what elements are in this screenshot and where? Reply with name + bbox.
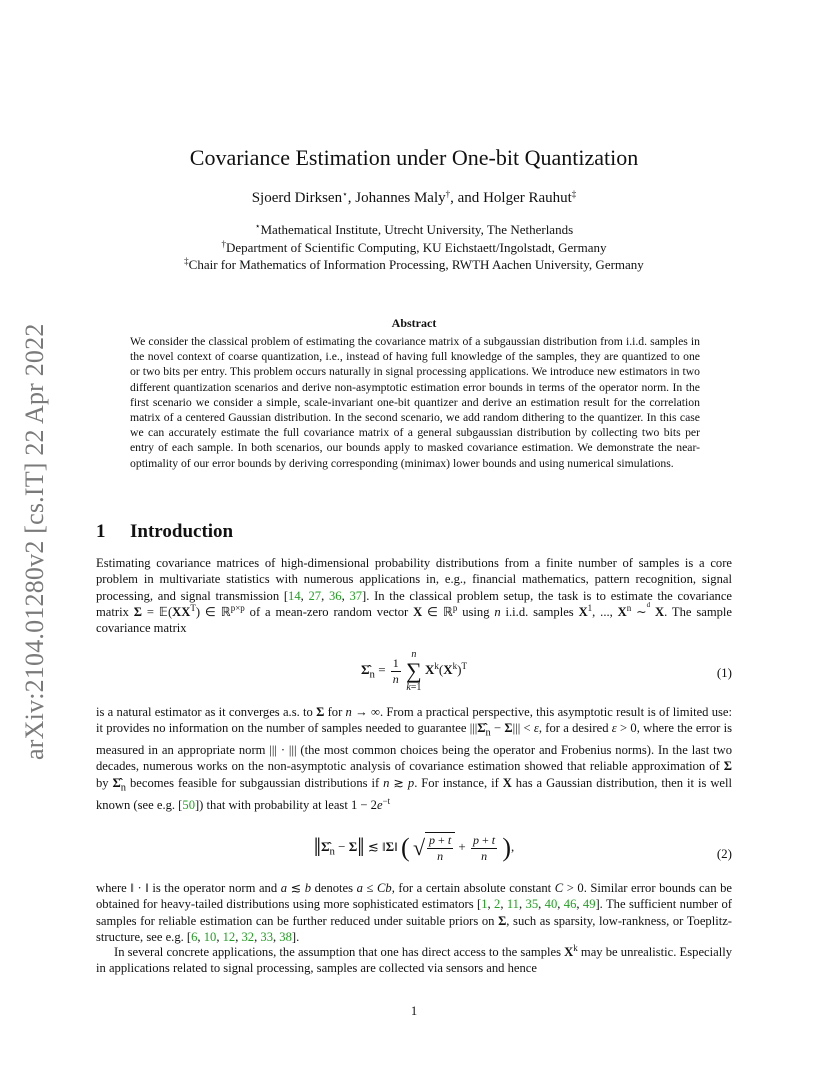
citation-link[interactable]: 38 (279, 929, 292, 944)
affiliation-mark: ⋆ (254, 221, 261, 231)
equation-number: (1) (716, 665, 732, 680)
paper-title: Covariance Estimation under One-bit Quantization (189, 145, 639, 170)
citation-link[interactable]: 12 (222, 929, 236, 944)
affiliation-mark: † (221, 238, 226, 249)
paragraph: In several concrete applications, the assumption that one has direct access to the samples $X^k$ may be unrealistic. Especially in applications related to signal processing, samples are collected via sensors and hence (96, 943, 733, 976)
citation-link[interactable]: 40 (544, 897, 558, 912)
equation-body: $\Sigmâ_n$ = $\frac{1}{n}$ n ∑ k=1 $X^k(X^k)^T$ (361, 649, 467, 693)
equation-number: (2) (716, 846, 732, 861)
author-mark: † (445, 189, 451, 199)
author-list (0, 190, 828, 207)
arxiv-stamp[interactable]: arXiv:2104.01280v2 [cs.IT] 22 Apr 2022 (20, 323, 49, 760)
affiliation-text: Department of Scientific Computing, KU Eichstaett/Ingolstadt, Germany (225, 239, 607, 255)
author-mark: ‡ (571, 189, 577, 199)
citation-link[interactable]: 49 (582, 897, 596, 912)
citation-link[interactable]: 6 (191, 929, 198, 944)
author-name: Sjoerd Dirksen (251, 190, 343, 206)
affiliation-mark: ‡ (184, 256, 189, 266)
equation-1 (96, 645, 732, 697)
citation-link[interactable]: 35 (525, 897, 539, 912)
citation-link[interactable]: 10 (203, 929, 217, 944)
author-name: Holger Rauhut (483, 190, 572, 206)
affiliation-list (0, 221, 828, 274)
citation-link[interactable]: 27 (308, 588, 322, 603)
section-heading (96, 521, 233, 543)
citation-link[interactable]: 14 (288, 588, 301, 603)
author-name: Johannes Maly (355, 190, 446, 206)
section-number: 1 (96, 521, 106, 542)
affiliation-text: Chair for Mathematics of Information Processing, RWTH Aachen University, Germany (188, 257, 644, 272)
citation-link[interactable]: 33 (260, 929, 273, 944)
author-mark: ⋆ (342, 189, 348, 199)
equation-2 (96, 828, 732, 876)
section-title: Introduction (130, 521, 234, 542)
citation-link[interactable]: 36 (328, 588, 342, 603)
citation-link[interactable]: 11 (506, 897, 519, 912)
citation-link[interactable]: 37 (349, 588, 363, 603)
affiliation (0, 256, 828, 274)
affiliation (0, 239, 828, 257)
paragraph: is a natural estimator as it converges a.s. to Σ for n → ∞. From a practical perspective, this asymptotic result is of limited use: it provides no information on the number of samples needed to guarantee $|||\Sigmâ_n - \Sigma||| < \varepsilon$, for a desired ε > 0, where the error is measured in an appropriate norm ||| · ||| (the most common choices being the operator and Frobenius norms). In the last two decades, numerous works on the non-asymptotic analysis of covariance estimation showed that reliable approximation of Σ by $\Sigmâ_n$ becomes feasible for subgaussian distributions if n ≳ p. For instance, if X has a Gaussian distribution, then it is well known (see e.g. [50]) that with probability at least $1 - 2e^{-t}$ (96, 705, 733, 812)
citation-link[interactable]: 32 (241, 929, 255, 944)
citation-link[interactable]: 50 (182, 797, 195, 812)
equation-body: $‖\Sigmâ_n$ − Σ‖ ≲ ‖Σ‖ ( √ $\frac{p + t}{n}$ + $\frac{p + t}{n}$ ), (313, 832, 515, 863)
citation-link[interactable]: 46 (563, 897, 577, 912)
citation-link[interactable]: 1 (481, 897, 488, 912)
page-number: 1 (410, 1004, 418, 1018)
affiliation-text: Mathematical Institute, Utrecht University, The Netherlands (260, 222, 574, 237)
paragraph: Estimating covariance matrices of high-dimensional probability distributions from a finite number of samples is a core problem in multivariate statistics with numerous applications in, e.g., financial mathematics, pattern recognition, signal processing, and signal transmission [14, 27, 36, 37]. In the classical problem setup, the task is to estimate the covariance matrix $\Sigma = 𝔼(XX^T)$ ∈ ℝ$^{p\times p}$ of a mean-zero random vector X ∈ ℝ$^p$ using n i.i.d. samples $X^1$, ..., $X^n$ ∼$^d$ X. The sample covariance matrix (96, 556, 733, 636)
affiliation (0, 221, 828, 239)
author-separator: , (347, 190, 356, 206)
abstract-text: We consider the classical problem of estimating the covariance matrix of a subgaussian distribution from i.i.d. samples in the novel context of coarse quantization, i.e., instead of having full knowledge of the samples, they are quantized to one or two bits per entry. This problem occurs naturally in signal processing applications. We introduce new estimators in two different quantization scenarios and derive non-asymptotic estimation error bounds in terms of the operator norm. In the first scenario we consider a simple, scale-invariant one-bit quantizer and derive an estimation result for the correlation matrix of a centered Gaussian distribution. In the second scenario, we add random dithering to the quantizer. In this case we can accurately estimate the full covariance matrix of a general subgaussian distribution by collecting two bits per entry of each sample. In both scenarios, our bounds apply to masked covariance estimation. We demonstrate the near-optimality of our error bounds by deriving corresponding (minimax) lower bounds and using numerical simulations. (130, 335, 700, 470)
citation-link[interactable]: 2 (494, 897, 501, 912)
paragraph: where ‖ · ‖ is the operator norm and a ≲ b denotes a ≤ Cb, for a certain absolute constant C > 0. Similar error bounds can be obtained for heavy-tailed distributions using more sophisticated estimators [1, 2, 11, 35, 40, 46, 49]. The sufficient number of samples for reliable estimation can be further reduced under suitable priors on Σ, such as sparsity, low-rankness, or Toeplitz-structure, see e.g. [6, 10, 12, 32, 33, 38]. (96, 881, 733, 944)
abstract-heading: Abstract (391, 316, 437, 330)
author-separator: , and (450, 190, 484, 206)
